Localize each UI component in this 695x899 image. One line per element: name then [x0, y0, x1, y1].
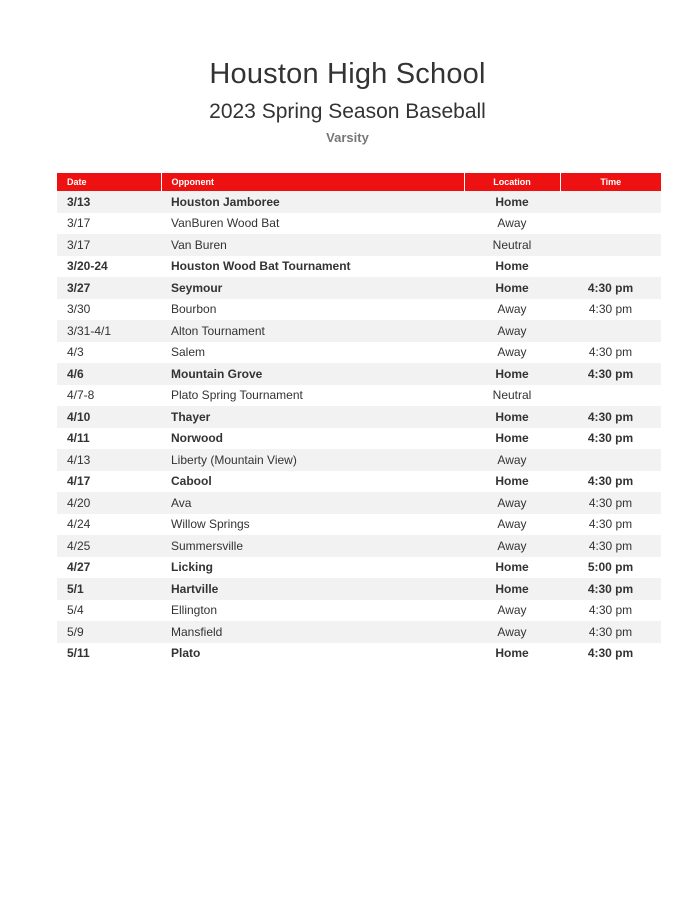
cell-opponent: Liberty (Mountain View) — [161, 449, 464, 471]
cell-opponent: Ellington — [171, 603, 218, 618]
cell-location: Home — [495, 431, 529, 446]
cell-date: 4/20 — [57, 492, 161, 514]
cell-date: 4/24 — [67, 517, 91, 532]
cell-opponent: Van Buren — [161, 234, 464, 256]
cell-location: Away — [464, 535, 560, 557]
table-row — [57, 299, 661, 321]
table-row — [57, 514, 661, 536]
cell-time: 4:30 pm — [560, 277, 661, 299]
cell-date: 3/31-4/1 — [57, 320, 161, 342]
cell-location: Away — [497, 345, 527, 360]
cell-opponent: Mansfield — [161, 621, 464, 643]
cell-opponent: Licking — [171, 560, 214, 575]
table-row — [57, 428, 661, 450]
cell-date: 3/30 — [67, 302, 91, 317]
cell-date: 4/3 — [67, 345, 84, 360]
cell-date: 4/25 — [57, 535, 161, 557]
cell-time: 4:30 pm — [587, 474, 634, 489]
cell-location: Away — [464, 320, 560, 342]
column-header-date: Date — [57, 173, 161, 191]
table-row — [57, 385, 661, 407]
table-row — [57, 213, 661, 235]
cell-location: Away — [464, 492, 560, 514]
cell-opponent: Norwood — [171, 431, 223, 446]
cell-time: 4:30 pm — [560, 363, 661, 385]
cell-opponent: Mountain Grove — [161, 363, 464, 385]
cell-location: Away — [497, 216, 527, 231]
cell-location: Away — [497, 603, 527, 618]
cell-time — [560, 385, 661, 407]
cell-time: 4:30 pm — [588, 517, 633, 532]
cell-date: 3/27 — [57, 277, 161, 299]
schedule-table — [57, 173, 661, 664]
cell-location: Home — [495, 474, 529, 489]
column-header-opponent: Opponent — [161, 173, 464, 191]
document-title: Houston High School — [209, 58, 486, 90]
cell-opponent: Ava — [161, 492, 464, 514]
cell-time: 4:30 pm — [588, 345, 633, 360]
table-row — [57, 191, 661, 213]
table-row — [57, 256, 661, 278]
cell-location: Home — [464, 578, 560, 600]
cell-opponent: Bourbon — [171, 302, 217, 317]
table-row — [57, 320, 661, 342]
table-row — [57, 535, 661, 557]
cell-opponent: Houston Jamboree — [161, 191, 464, 213]
cell-location: Away — [464, 449, 560, 471]
cell-time: 4:30 pm — [560, 578, 661, 600]
table-row — [57, 600, 661, 622]
cell-opponent: Summersville — [161, 535, 464, 557]
cell-date: 3/17 — [57, 234, 161, 256]
column-header-time: Time — [560, 173, 661, 191]
cell-time: 4:30 pm — [587, 646, 634, 661]
cell-location: Home — [495, 259, 529, 274]
cell-date: 4/11 — [67, 431, 90, 446]
cell-location: Home — [464, 363, 560, 385]
cell-location: Home — [464, 191, 560, 213]
cell-location: Home — [495, 560, 529, 575]
team-level: Varsity — [326, 130, 369, 145]
cell-opponent: Hartville — [161, 578, 464, 600]
table-row — [57, 621, 661, 643]
table-row — [57, 363, 661, 385]
cell-date: 5/1 — [57, 578, 161, 600]
cell-location: Home — [464, 277, 560, 299]
cell-opponent: Houston Wood Bat Tournament — [171, 259, 351, 274]
cell-date: 4/27 — [67, 560, 91, 575]
cell-location: Neutral — [492, 388, 532, 403]
table-row — [57, 277, 661, 299]
cell-date: 4/10 — [57, 406, 161, 428]
cell-date: 4/6 — [57, 363, 161, 385]
cell-date: 3/20-24 — [67, 259, 108, 274]
cell-date: 5/11 — [67, 646, 90, 661]
cell-time — [560, 320, 661, 342]
cell-opponent: Thayer — [161, 406, 464, 428]
cell-date: 5/9 — [57, 621, 161, 643]
table-row — [57, 643, 661, 665]
document-subtitle: 2023 Spring Season Baseball — [209, 100, 486, 123]
table-row — [57, 342, 661, 364]
cell-date: 3/17 — [67, 216, 91, 231]
column-header-location: Location — [464, 173, 560, 191]
cell-location: Away — [464, 621, 560, 643]
cell-time: 4:30 pm — [560, 621, 661, 643]
cell-location: Away — [497, 302, 527, 317]
table-row — [57, 557, 661, 579]
cell-location: Home — [495, 646, 529, 661]
table-row — [57, 234, 661, 256]
cell-opponent: Plato Spring Tournament — [171, 388, 303, 403]
cell-date: 4/13 — [57, 449, 161, 471]
cell-time: 4:30 pm — [560, 535, 661, 557]
cell-time: 4:30 pm — [588, 603, 633, 618]
table-row — [57, 471, 661, 493]
cell-opponent: Salem — [171, 345, 206, 360]
cell-location: Away — [497, 517, 527, 532]
cell-opponent: Seymour — [161, 277, 464, 299]
cell-opponent: Cabool — [171, 474, 212, 489]
cell-time: 4:30 pm — [560, 492, 661, 514]
table-row — [57, 492, 661, 514]
cell-opponent: Plato — [171, 646, 201, 661]
cell-date: 3/13 — [57, 191, 161, 213]
cell-location: Home — [464, 406, 560, 428]
cell-opponent: Alton Tournament — [161, 320, 464, 342]
cell-opponent: Willow Springs — [171, 517, 250, 532]
cell-time: 4:30 pm — [587, 431, 634, 446]
table-header-row — [57, 173, 661, 191]
cell-time — [560, 191, 661, 213]
cell-opponent: VanBuren Wood Bat — [171, 216, 280, 231]
cell-date: 4/7-8 — [67, 388, 95, 403]
cell-time: 5:00 pm — [587, 560, 634, 575]
cell-time — [560, 256, 661, 278]
cell-time — [560, 449, 661, 471]
cell-time: 4:30 pm — [560, 406, 661, 428]
cell-time: 4:30 pm — [588, 302, 633, 317]
cell-time — [560, 213, 661, 235]
cell-location: Neutral — [464, 234, 560, 256]
cell-date: 5/4 — [67, 603, 84, 618]
cell-date: 4/17 — [67, 474, 91, 489]
table-row — [57, 578, 661, 600]
table-row — [57, 449, 661, 471]
cell-time — [560, 234, 661, 256]
table-row — [57, 406, 661, 428]
